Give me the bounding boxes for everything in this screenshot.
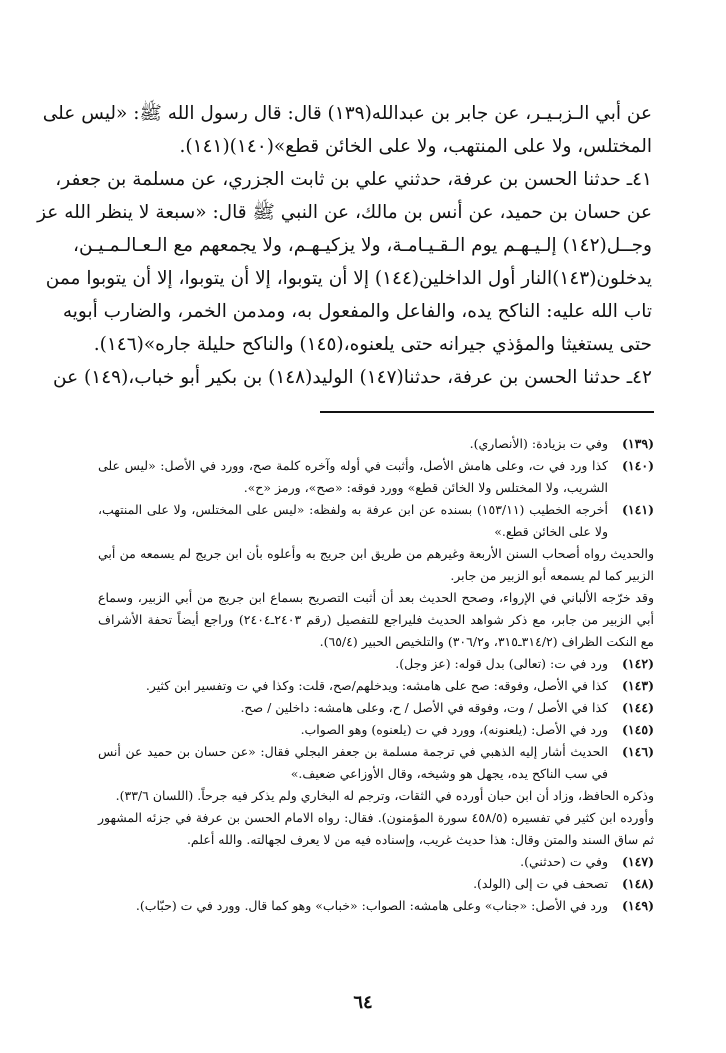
footnote bbox=[98, 675, 654, 697]
main-text-line: عن حسان بن حميد، عن أنس بن مالك، عن النبي ﷺ قال: «سبعة لا ينظر الله عز bbox=[37, 202, 652, 223]
footnote bbox=[98, 455, 654, 499]
footnote bbox=[98, 895, 654, 917]
main-text-line: ٤١ـ حدثنا الحسن بن عرفة، حدثني علي بن ثابت الجزري، عن مسلمة بن جعفر، bbox=[55, 169, 652, 190]
footnote-text: كذا ورد في ت، وعلى هامش الأصل، وأثبت في أوله وآخره كلمة صح، وورد في الأصل: «ليس على الشريب، ولا المختلس ولا الخائن قطع» وورد فوقه: «صح»، ورمز «ح». bbox=[98, 458, 608, 495]
main-text bbox=[37, 97, 652, 394]
footnote-text: وفي ت (حدثني). bbox=[520, 854, 608, 869]
footnote-continuation: وذكره الحافظ، وزاد أن ابن حبان أورده في الثقات، وترجم له البخاري ولم يذكر فيه جرحاً. (اللسان ٣٣/٦). bbox=[115, 788, 654, 803]
footnote-continuation: وقد خرّجه الألباني في الإرواء، وصحح الحديث بعد أن أثبت التصريح بسماع ابن جريج من أبي الزبير، وسماع أبي الزبير من جابر، مع ذكر شواهد الحديث فليراجع للتفصيل (رقم ٢٤٠٣ـ٢٤٠٤) وراجع أيضاً تحفة الأشراف مع النكت الظراف (٣١٤/٢ـ٣١٥، و٣٠٦/٢) والتلخيص الحبير (٦٥/٤). bbox=[98, 590, 654, 649]
footnote bbox=[98, 851, 654, 873]
footnote bbox=[98, 741, 654, 785]
footnote-text: كذا في الأصل / وت، وفوقه في الأصل / ح، وعلى هامشه: داخلين / صح. bbox=[240, 700, 608, 715]
footnotes bbox=[98, 433, 654, 917]
footnote-number: (١٣٩) bbox=[622, 436, 654, 451]
footnote bbox=[98, 433, 654, 455]
footnote-text: الحديث أشار إليه الذهبي في ترجمة مسلمة بن جعفر البجلي فقال: «عن حسان بن حميد عن أنس في سب الناكح يده، يجهل هو وشيخه، وقال الأوزاعي ضعيف.» bbox=[98, 744, 608, 781]
footnote-continuation: والحديث رواه أصحاب السنن الأربعة وغيرهم من طريق ابن جريج به وأعلوه بأن ابن جريج لم يسمعه من أبي الزبير كما لم يسمعه أبو الزبير من جابر. bbox=[98, 546, 654, 583]
main-text-line: وجــل(١٤٢) إلـيـهـم يوم الـقـيـامـة، ولا يزكيـهـم، ولا يجمعهم مع الـعـالـمـيـن، bbox=[73, 235, 652, 256]
footnote-number: (١٤٨) bbox=[622, 876, 654, 891]
footnote-number: (١٤٤) bbox=[622, 700, 654, 715]
footnote bbox=[98, 873, 654, 895]
footnote-number: (١٤٦) bbox=[622, 744, 654, 759]
main-text-line: عن أبي الـزبـيـر، عن جابر بن عبدالله(١٣٩) قال: قال رسول الله ﷺ: «ليس على bbox=[42, 103, 652, 124]
footnote-text: ورد في الأصل: (يلعنونه)، وورد في ت (يلعنوه) وهو الصواب. bbox=[300, 722, 608, 737]
footnote bbox=[98, 697, 654, 719]
footnote-number: (١٤٩) bbox=[622, 898, 654, 913]
footnote-number: (١٤٧) bbox=[622, 854, 654, 869]
main-text-line: المختلس، ولا على المنتهب، ولا على الخائن قطع»(١٤٠)(١٤١). bbox=[179, 136, 652, 157]
main-text-line: يدخلون(١٤٣)النار أول الداخلين(١٤٤) إلا أن يتوبوا، إلا أن يتوبوا، إلا أن يتوبوا ممن bbox=[45, 268, 652, 289]
footnote-continuation: وأورده ابن كثير في تفسيره (٤٥٨/٥ سورة المؤمنون). فقال: رواه الامام الحسن بن عرفة في جزئه المشهور ثم ساق السند والمتن وقال: هذا حديث غريب، وإسناده فيه من لا يعرف لجهالته. والله أعلم. bbox=[98, 810, 654, 847]
page-number: ٦٤ bbox=[353, 992, 373, 1013]
footnote-number: (١٤٠) bbox=[622, 458, 654, 473]
footnote bbox=[98, 499, 654, 543]
footnote-number: (١٤٢) bbox=[622, 656, 654, 671]
footnote-number: (١٤٣) bbox=[622, 678, 654, 693]
footnote-number: (١٤٥) bbox=[622, 722, 654, 737]
footnote-text: ورد في الأصل: «جناب» وعلى هامشه: الصواب: «خباب» وهو كما قال. وورد في ت (حبّاب). bbox=[135, 898, 608, 913]
footnote-text: أخرجه الخطيب (١٥٣/١١) بسنده عن ابن عرفة به ولفظه: «ليس على المختلس، ولا على المنتهب، ولا على الخائن قطع.» bbox=[98, 502, 609, 539]
footnote-separator bbox=[320, 411, 654, 413]
footnote-text: ورد في ت: (تعالى) بدل قوله: (عز وجل). bbox=[395, 656, 608, 671]
footnote-text: تصحف في ت إلى (الولد). bbox=[473, 876, 608, 891]
footnote-text: كذا في الأصل، وفوقه: صح على هامشه: ويدخلهم/صح، قلت: وكذا في ت وتفسير ابن كثير. bbox=[145, 678, 608, 693]
footnote bbox=[98, 653, 654, 675]
footnote bbox=[98, 719, 654, 741]
main-text-line: حتى يستغيثا والمؤذي جيرانه حتى يلعنوه،(١٤٥) والناكح حليلة جاره»(١٤٦). bbox=[93, 334, 652, 355]
footnote-number: (١٤١) bbox=[622, 502, 654, 517]
footnote-text: وفي ت بزيادة: (الأنصاري). bbox=[469, 436, 608, 451]
main-text-line: ٤٢ـ حدثنا الحسن بن عرفة، حدثنا(١٤٧) الوليد(١٤٨) بن بكير أبو خباب،(١٤٩) عن bbox=[53, 367, 652, 388]
main-text-line: تاب الله عليه: الناكح يده، والفاعل والمفعول به، ومدمن الخمر، والضارب أبويه bbox=[62, 301, 652, 322]
